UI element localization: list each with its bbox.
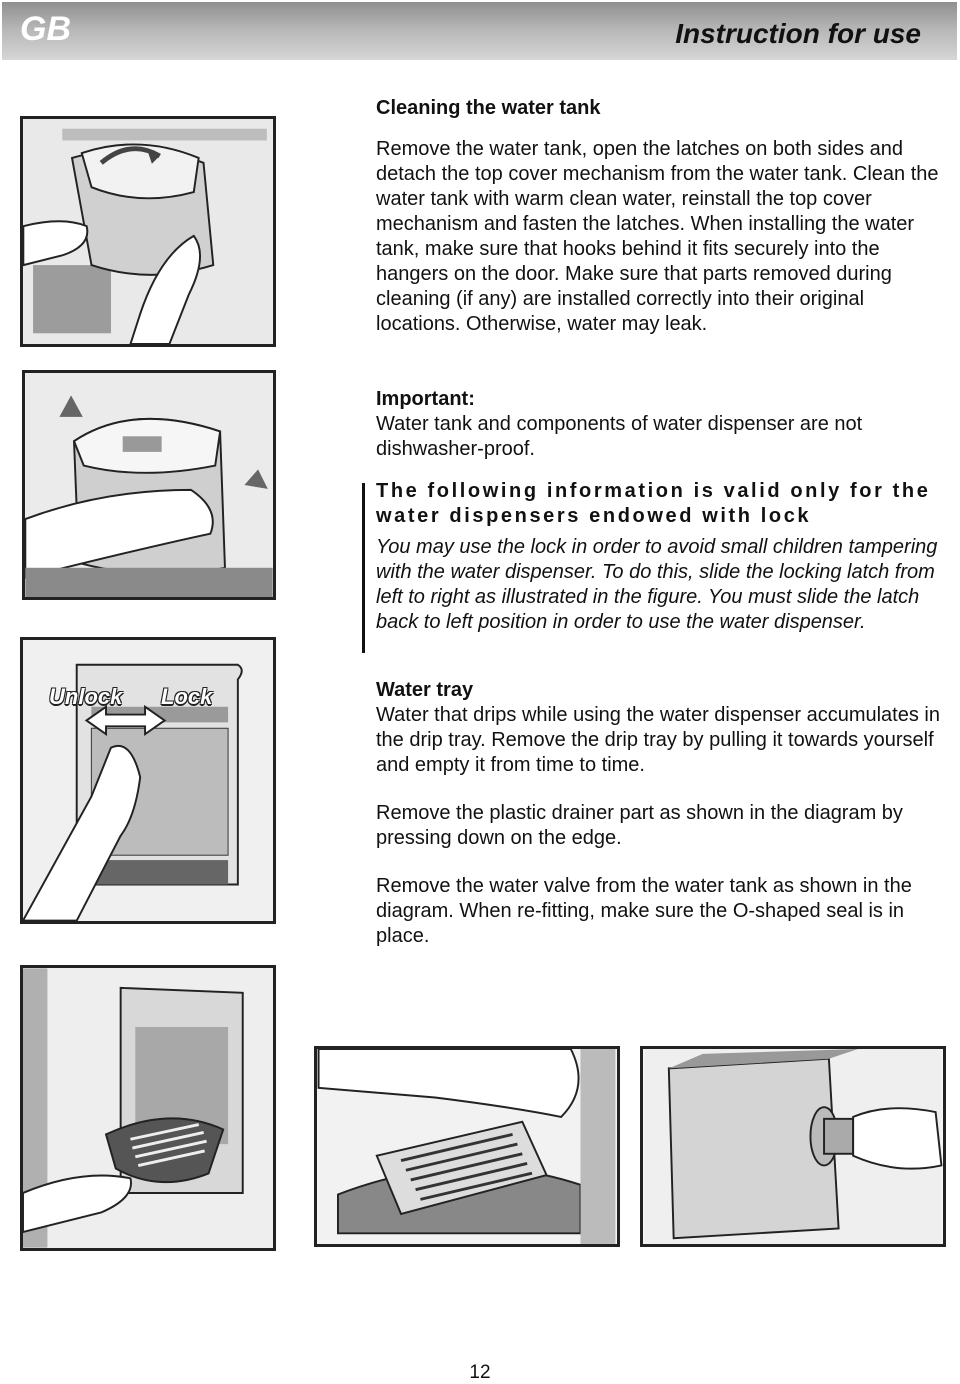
page-title: Instruction for use (675, 18, 921, 49)
drainer-illustration (317, 1049, 617, 1244)
page-header (2, 2, 957, 60)
water-tray-paragraph: Water that drips while using the water dispenser accumulates in the drip tray. Remove the drip tray by pulling it towards yourself and empty it from time to time. (376, 704, 940, 776)
language-code: GB (20, 10, 71, 48)
lock-paragraph: You may use the lock in order to avoid small children tampering with the water dispenser. To do this, slide the locking latch from left to right as illustrated in the figure. You must slide the latch back to left position in order to use the water dispenser. (376, 536, 938, 633)
important-heading: Important: (376, 388, 475, 410)
valve-illustration (643, 1049, 943, 1244)
figure-lock-latch (20, 637, 276, 924)
important-paragraph: Water tank and components of water dispenser are not dishwasher-proof. (376, 413, 863, 460)
tank-illustration (23, 119, 273, 344)
lock-label: Lock (161, 684, 213, 709)
water-tray-heading: Water tray (376, 679, 474, 701)
lock-heading: The following information is valid only for the water dispensers endowed with lock (376, 480, 931, 527)
cleaning-paragraph: Remove the water tank, open the latches on both sides and detach the top cover mechanism from the water tank. Clean the water tank with warm clean water, reinstall the top cover mechanism and fasten the latches. When installing the water tank, make sure that hooks behind it fits securely into the hangers on the door. Make sure that parts removed during cleaning (if any) are installed correctly into their original locations. Otherwise, water may leak. (376, 138, 939, 335)
latches-illustration (25, 373, 273, 597)
lock-illustration (23, 640, 273, 921)
unlock-label: Unlock (49, 684, 123, 709)
valve-paragraph: Remove the water valve from the water tank as shown in the diagram. When re-fitting, make sure the O-shaped seal is in place. (376, 875, 912, 947)
drip-tray-illustration (23, 968, 273, 1248)
drainer-paragraph: Remove the plastic drainer part as shown in the diagram by pressing down on the edge. (376, 802, 903, 849)
page-number: 12 (469, 1362, 491, 1383)
figure-remove-tank (20, 116, 276, 347)
figure-remove-drainer (314, 1046, 620, 1247)
figure-open-latches (22, 370, 276, 600)
lock-section-bar (362, 483, 365, 653)
figure-remove-drip-tray (20, 965, 276, 1251)
figure-remove-valve (640, 1046, 946, 1247)
cleaning-heading: Cleaning the water tank (376, 97, 601, 119)
